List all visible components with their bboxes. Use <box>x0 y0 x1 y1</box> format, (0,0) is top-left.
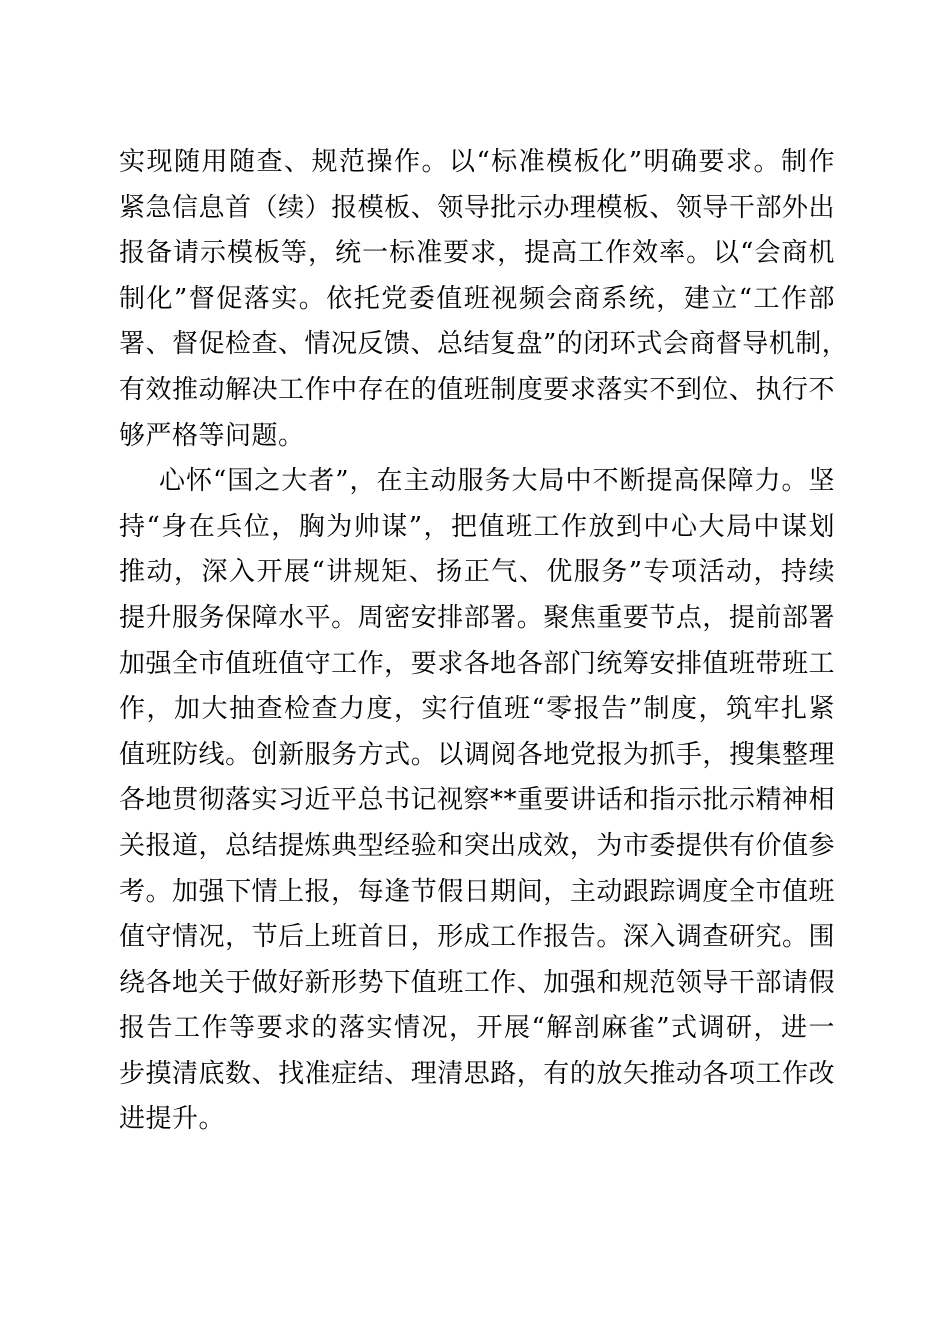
text-line: 考。加强下情上报，每逢节假日期间，主动跟踪调度全市值班 <box>119 876 835 907</box>
text-line: 实现随用随查、规范操作。以“标准模板化”明确要求。制作 <box>119 147 835 177</box>
text-line: 报告工作等要求的落实情况，开展“解剖麻雀”式调研，进一 <box>119 1013 835 1044</box>
text-line: 作，加大抽查检查力度，实行值班“零报告”制度，筑牢扎紧 <box>119 694 835 725</box>
text-line: 推动，深入开展“讲规矩、扬正气、优服务”专项活动，持续 <box>119 557 835 588</box>
text-line: 进提升。 <box>119 1104 226 1135</box>
text-line: 值守情况，节后上班首日，形成工作报告。深入调查研究。围 <box>119 922 835 953</box>
text-line: 报备请示模板等，统一标准要求，提高工作效率。以“会商机 <box>119 238 835 269</box>
text-line: 够严格等问题。 <box>119 420 305 451</box>
text-line: 加强全市值班值守工作，要求各地各部门统筹安排值班带班工 <box>119 648 835 679</box>
paragraph-1 <box>119 140 849 459</box>
text-line: 提升服务保障水平。周密安排部署。聚焦重要节点，提前部署 <box>119 602 835 633</box>
paragraph-2 <box>119 459 835 1143</box>
text-line: 绕各地关于做好新形势下值班工作、加强和规范领导干部请假 <box>119 967 835 998</box>
text-line: 持“身在兵位，胸为帅谋”，把值班工作放到中心大局中谋划 <box>119 511 835 542</box>
text-line: 步摸清底数、找准症结、理清思路，有的放矢推动各项工作改 <box>119 1058 835 1089</box>
document-body <box>119 140 849 1143</box>
text-line: 署、督促检查、情况反馈、总结复盘”的闭环式会商督导机制， <box>119 329 849 360</box>
text-line: 紧急信息首（续）报模板、领导批示办理模板、领导干部外出 <box>119 192 835 223</box>
text-line: 各地贯彻落实习近平总书记视察**重要讲话和指示批示精神相 <box>119 785 836 816</box>
text-line: 关报道，总结提炼典型经验和突出成效，为市委提供有价值参 <box>119 830 835 861</box>
text-line: 心怀“国之大者”，在主动服务大局中不断提高保障力。坚 <box>159 466 835 497</box>
text-line: 值班防线。创新服务方式。以调阅各地党报为抓手，搜集整理 <box>119 739 835 770</box>
text-line: 制化”督促落实。依托党委值班视频会商系统，建立“工作部 <box>119 283 835 314</box>
text-line: 有效推动解决工作中存在的值班制度要求落实不到位、执行不 <box>119 374 835 405</box>
